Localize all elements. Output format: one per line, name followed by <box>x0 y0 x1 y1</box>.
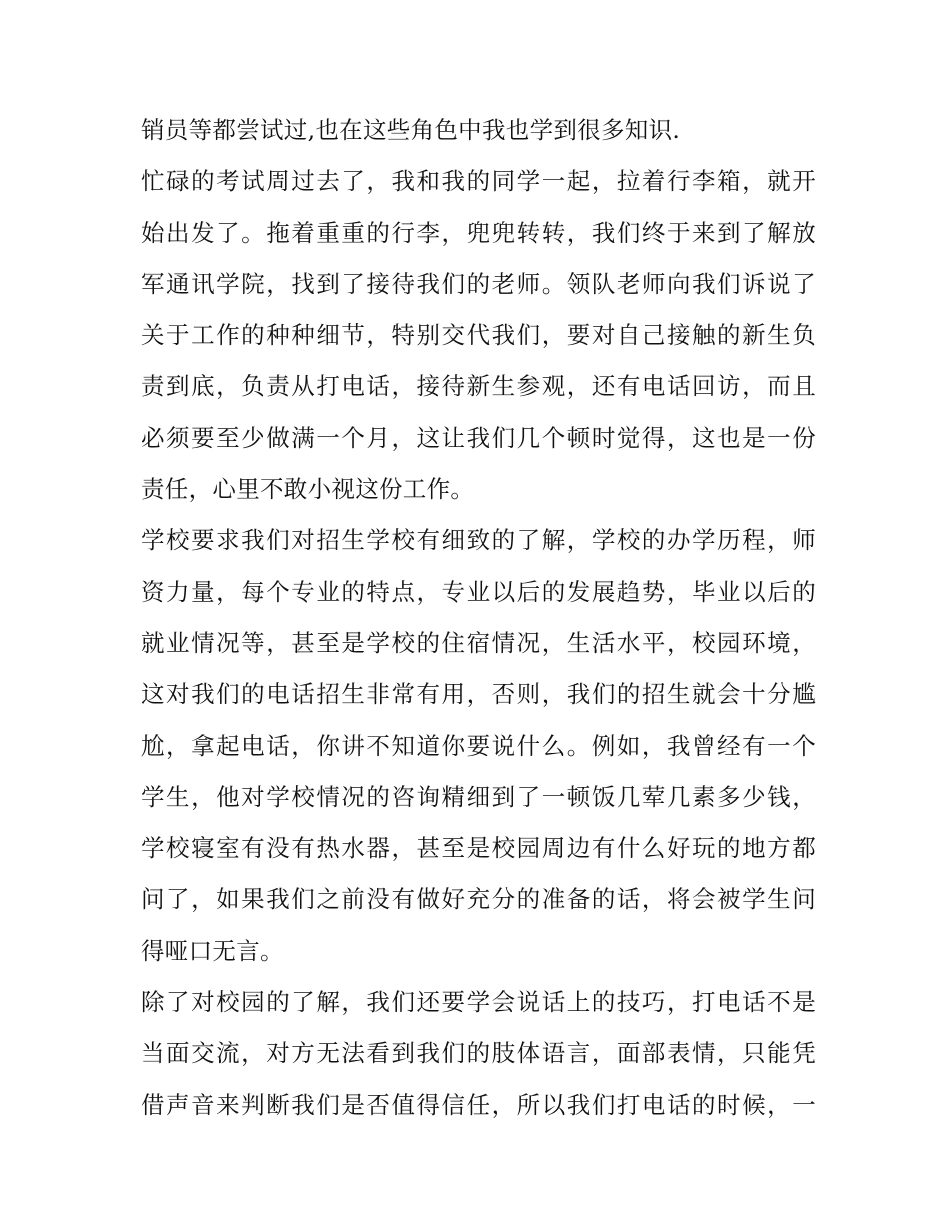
body-text <box>141 105 816 1131</box>
text-line: 资力量，每个专业的特点，专业以后的发展趋势，毕业以后的 <box>141 577 816 606</box>
text-line: 学生，他对学校情况的咨询精细到了一顿饭几荤几素多少钱， <box>141 782 816 811</box>
text-line: 当面交流，对方无法看到我们的肢体语言，面部表情，只能凭 <box>141 1039 816 1068</box>
text-line: 军通讯学院，找到了接待我们的老师。领队老师向我们诉说了 <box>141 269 816 298</box>
text-line: 责到底，负责从打电话，接待新生参观，还有电话回访，而且 <box>141 372 816 401</box>
text-line: 忙碌的考试周过去了，我和我的同学一起，拉着行李箱，就开 <box>141 167 816 196</box>
text-line: 就业情况等，甚至是学校的住宿情况，生活水平，校园环境， <box>141 628 816 657</box>
text-line: 责任，心里不敢小视这份工作。 <box>141 475 475 504</box>
text-line: 始出发了。拖着重重的行李，兜兜转转，我们终于来到了解放 <box>141 218 816 247</box>
text-line: 得哑口无言。 <box>141 936 284 965</box>
text-line: 销员等都尝试过,也在这些角色中我也学到很多知识. <box>141 116 681 144</box>
text-line: 尬，拿起电话，你讲不知道你要说什么。例如，我曾经有一个 <box>141 731 816 760</box>
text-line: 必须要至少做满一个月，这让我们几个顿时觉得，这也是一份 <box>141 423 816 452</box>
text-line: 学校要求我们对招生学校有细致的了解，学校的办学历程，师 <box>141 526 816 555</box>
text-line: 这对我们的电话招生非常有用，否则，我们的招生就会十分尴 <box>141 680 816 709</box>
text-line: 学校寝室有没有热水器，甚至是校园周边有什么好玩的地方都 <box>141 834 816 863</box>
text-line: 借声音来判断我们是否值得信任，所以我们打电话的时候，一 <box>141 1090 816 1119</box>
text-line: 关于工作的种种细节，特别交代我们，要对自己接触的新生负 <box>141 321 816 350</box>
text-line: 除了对校园的了解，我们还要学会说话上的技巧，打电话不是 <box>141 988 816 1017</box>
text-line: 问了，如果我们之前没有做好充分的准备的话，将会被学生问 <box>141 885 816 914</box>
